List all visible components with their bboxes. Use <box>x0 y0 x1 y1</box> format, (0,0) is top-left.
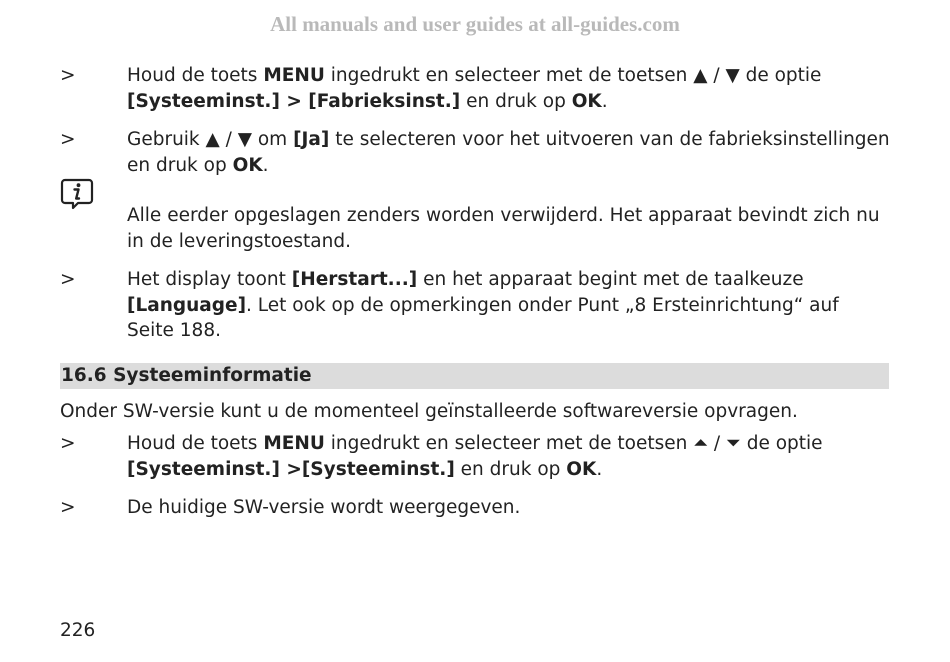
instruction-step-5 <box>60 495 890 521</box>
bullet-marker: > <box>60 269 76 290</box>
bullet-marker: > <box>60 433 76 454</box>
step-text: te selecteren voor het uitvoeren van de fabrieksinstellingen en druk op <box>127 129 890 176</box>
step-bold: [Language] <box>127 294 247 316</box>
step-text: en druk op <box>454 458 567 480</box>
step-text: De huidige SW-versie wordt weergegeven. <box>127 497 521 518</box>
step-text: . <box>596 458 603 480</box>
step-bold: MENU <box>263 433 325 454</box>
step-bold: OK <box>571 90 602 112</box>
step-text: Houd de toets <box>127 433 264 454</box>
instruction-step-2 <box>60 127 890 178</box>
intro-paragraph <box>60 399 890 425</box>
step-bold: [Systeeminst.] >[Systeeminst.] <box>127 458 455 480</box>
bullet-marker: > <box>60 497 76 518</box>
instruction-step-1 <box>60 63 890 114</box>
step-bold: OK <box>232 154 263 176</box>
instruction-step-4 <box>60 431 890 482</box>
step-text: Houd de toets <box>127 65 264 86</box>
watermark: All manuals and user guides at all-guides.com <box>270 12 680 36</box>
instruction-step-3 <box>60 267 890 344</box>
step-text: ingedrukt en selecteer met de toetsen ▲ / ▼ de optie <box>324 65 822 86</box>
info-icon <box>60 177 94 211</box>
note-text: Alle eerder opgeslagen zenders worden verwijderd. Het apparaat bevindt zich nu in de leveringstoestand. <box>127 205 880 252</box>
step-text: . <box>601 90 608 112</box>
step-bold: MENU <box>263 65 325 86</box>
intro-text: Onder SW-versie kunt u de momenteel geïnstalleerde softwareversie opvragen. <box>60 401 798 422</box>
step-bold: [Ja] <box>293 129 330 150</box>
step-bold: OK <box>566 458 597 480</box>
step-text: . Let ook op de opmerkingen onder Punt „8 Ersteinrichtung“ auf Seite 188. <box>127 294 839 341</box>
step-text: en druk op <box>460 90 572 112</box>
section-heading: 16.6 Systeeminformatie <box>60 363 889 389</box>
step-bold: [Herstart...] <box>291 269 418 290</box>
step-bold: [Systeeminst.] > [Fabrieksinst.] <box>127 90 461 112</box>
step-text: en het apparaat begint met de taalkeuze <box>417 269 804 290</box>
page-number: 226 <box>60 620 96 641</box>
step-text: Gebruik ▲ / ▼ om <box>127 129 294 150</box>
step-text: ingedrukt en selecteer met de toetsen ⏶ / ⏷ de optie <box>324 433 823 454</box>
step-text: Het display toont <box>127 269 292 290</box>
info-note <box>60 203 890 254</box>
bullet-marker: > <box>60 65 76 86</box>
step-text: . <box>262 154 269 176</box>
bullet-marker: > <box>60 129 76 150</box>
